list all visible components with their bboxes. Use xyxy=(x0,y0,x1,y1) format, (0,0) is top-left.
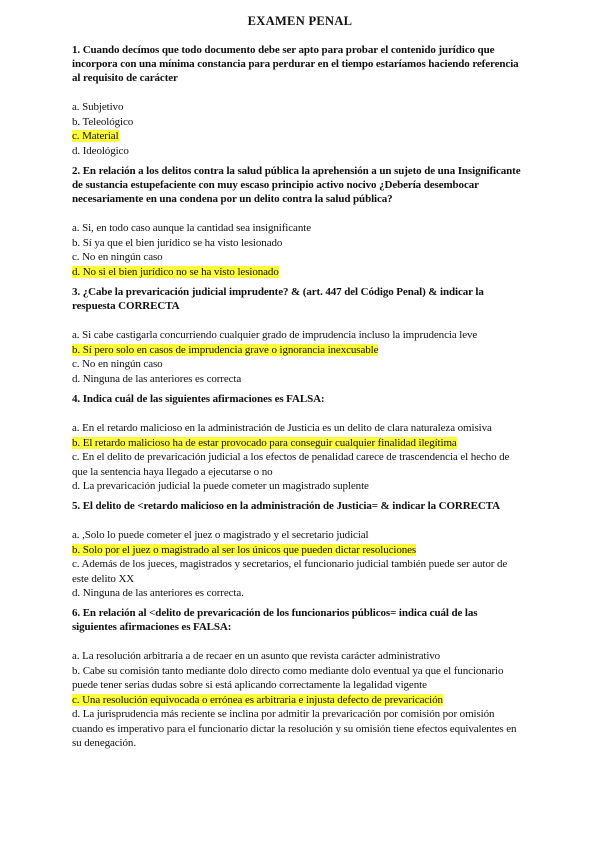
option-a: a. Si cabe castigarla concurriendo cualquier grado de imprudencia incluso la imprudencia leve xyxy=(72,329,478,341)
question-2 xyxy=(72,164,522,279)
option-c: c. No en ningún caso xyxy=(72,358,163,370)
option-b: b. Teleológico xyxy=(72,115,134,128)
question-6 xyxy=(72,606,522,751)
highlight-marker: b. El retardo malicioso ha de estar provocado para conseguir cualquier finalidad ilegítima xyxy=(72,436,457,449)
question-5 xyxy=(72,499,522,601)
option-a: a. ,Solo lo puede cometer el juez o magistrado y el secretario judicial xyxy=(72,529,369,541)
option-d: d. La prevaricación judicial la puede cometer un magistrado suplente xyxy=(72,480,369,492)
highlight-marker: b. Solo por el juez o magistrado al ser los únicos que pueden dictar resoluciones xyxy=(72,543,417,556)
option-c-highlighted xyxy=(72,129,522,144)
options-list xyxy=(72,328,522,386)
option-c: c. Además de los jueces, magistrados y secretarios, el funcionario judicial también puede ser autor de este delito XX xyxy=(72,558,508,585)
page-title: EXAMEN PENAL xyxy=(247,14,353,28)
question-text: 6. En relación al <delito de prevaricación de los funcionarios públicos= indica cuál de las siguientes afirmaciones es FALSA: xyxy=(72,607,478,633)
option-c: c. En el delito de prevaricación judicial a los efectos de penalidad carece de trascendencia el hecho de que la sentencia haya llegado a ejecutarse o no xyxy=(72,451,510,478)
option-a: a. La resolución arbitraria a de recaer en un asunto que revista carácter administrativo xyxy=(72,650,441,662)
question-text: 3. ¿Cabe la prevaricación judicial imprudente? & (art. 447 del Código Penal) & indicar la respuesta CORRECTA xyxy=(72,286,484,312)
option-a: a. Subjetivo xyxy=(72,101,124,113)
option-d: d. Ideológico xyxy=(72,144,129,157)
option-b: b. Cabe su comisión tanto mediante dolo directo como mediante dolo eventual ya que el funcionario puede tener serias dudas sobre si está aplicando correctamente la legalidad vigente xyxy=(72,664,504,691)
option-d: d. Ninguna de las anteriores es correcta xyxy=(72,372,242,385)
option-d-highlighted xyxy=(72,265,522,280)
option-d: d. La jurisprudencia más reciente se inclina por admitir la prevaricación por comisión por omisión cuando es imperativo para el funcionario dictar la resolución y su omisión tiene efectos equivalentes en su denegación. xyxy=(72,708,517,749)
options-list xyxy=(72,100,522,158)
option-b-highlighted xyxy=(72,543,522,558)
options-list xyxy=(72,528,522,601)
option-d: d. Ninguna de las anteriores es correcta. xyxy=(72,587,244,599)
question-text: 2. En relación a los delitos contra la salud pública la aprehensión a un sujeto de una Insignificante de sustancia estupefaciente con muy escaso principio activo nocivo ¿Debería desembocar necesariamente en una condena por un delito contra la salud pública? xyxy=(72,165,521,205)
highlight-marker: c. Material xyxy=(72,130,119,142)
highlight-marker: b. Sí pero solo en casos de imprudencia grave o ignorancia inexcusable xyxy=(72,343,379,356)
highlight-marker: c. Una resolución equivocada o errónea es arbitraria e injusta defecto de prevaricación xyxy=(72,693,443,706)
option-b-highlighted xyxy=(72,343,522,358)
options-list xyxy=(72,649,522,751)
options-list xyxy=(72,221,522,279)
question-1 xyxy=(72,43,522,158)
option-c: c. No en ningún caso xyxy=(72,251,163,263)
option-b-highlighted xyxy=(72,436,522,451)
option-b: b. Sí ya que el bien jurídico se ha visto lesionado xyxy=(72,236,283,249)
highlight-marker: d. No si el bien jurídico no se ha visto lesionado xyxy=(72,265,279,278)
question-3 xyxy=(72,285,522,386)
options-list xyxy=(72,421,522,494)
question-4 xyxy=(72,392,522,494)
option-c-highlighted xyxy=(72,693,522,708)
option-a: a. Si, en todo caso aunque la cantidad sea insignificante xyxy=(72,222,311,234)
option-a: a. En el retardo malicioso en la administración de Justicia es un delito de clara naturaleza omisiva xyxy=(72,422,492,434)
question-text: 4. Indica cuál de las siguientes afirmaciones es FALSA: xyxy=(72,393,325,405)
question-text: 1. Cuando decímos que todo documento debe ser apto para probar el contenido jurídico que incorpora con una mínima constancia para perdurar en el tiempo estaríamos haciendo referencia al requisito de carácter xyxy=(72,44,519,84)
question-text: 5. El delito de <retardo malicioso en la administración de Justicia= & indicar la CORRECTA xyxy=(72,500,500,512)
